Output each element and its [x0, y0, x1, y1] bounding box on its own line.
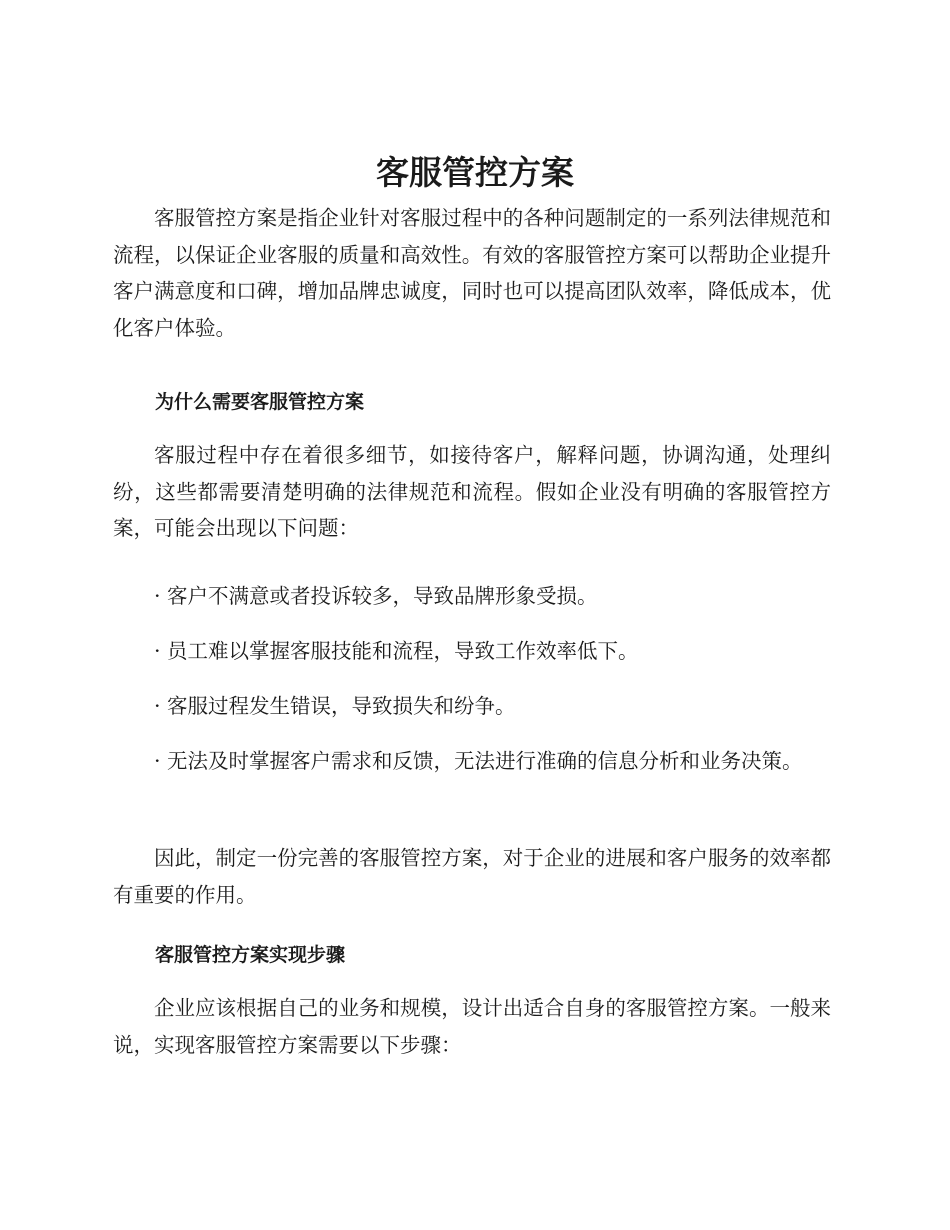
- bullet-item: · 无法及时掌握客户需求和反馈，无法进行准确的信息分析和业务决策。: [154, 749, 803, 773]
- section-heading-why: 为什么需要客服管控方案: [155, 391, 365, 413]
- intro-paragraph: 客服管控方案是指企业针对客服过程中的各种问题制定的一系列法律规范和流程，以保证企业客服的质量和高效性。有效的客服管控方案可以帮助企业提升客户满意度和口碑，增加品牌忠诚度，同时也可以提高团队效率，降低成本，优化客户体验。: [113, 206, 831, 340]
- bullet-item: · 员工难以掌握客服技能和流程，导致工作效率低下。: [154, 639, 639, 663]
- document-title: 客服管控方案: [376, 153, 574, 192]
- bullet-item: · 客服过程发生错误，导致损失和纷争。: [154, 694, 516, 718]
- section-steps-paragraph: 企业应该根据自己的业务和规模，设计出适合自身的客服管控方案。一般来说，实现客服管控方案需要以下步骤：: [113, 996, 831, 1057]
- conclusion-paragraph: 因此，制定一份完善的客服管控方案，对于企业的进展和客户服务的效率都有重要的作用。: [113, 846, 831, 907]
- section-why-paragraph: 客服过程中存在着很多细节，如接待客户，解释问题，协调沟通，处理纠纷，这些都需要清楚明确的法律规范和流程。假如企业没有明确的客服管控方案，可能会出现以下问题：: [113, 443, 831, 540]
- section-heading-steps: 客服管控方案实现步骤: [155, 944, 346, 966]
- bullet-item: · 客户不满意或者投诉较多，导致品牌形象受损。: [154, 584, 598, 608]
